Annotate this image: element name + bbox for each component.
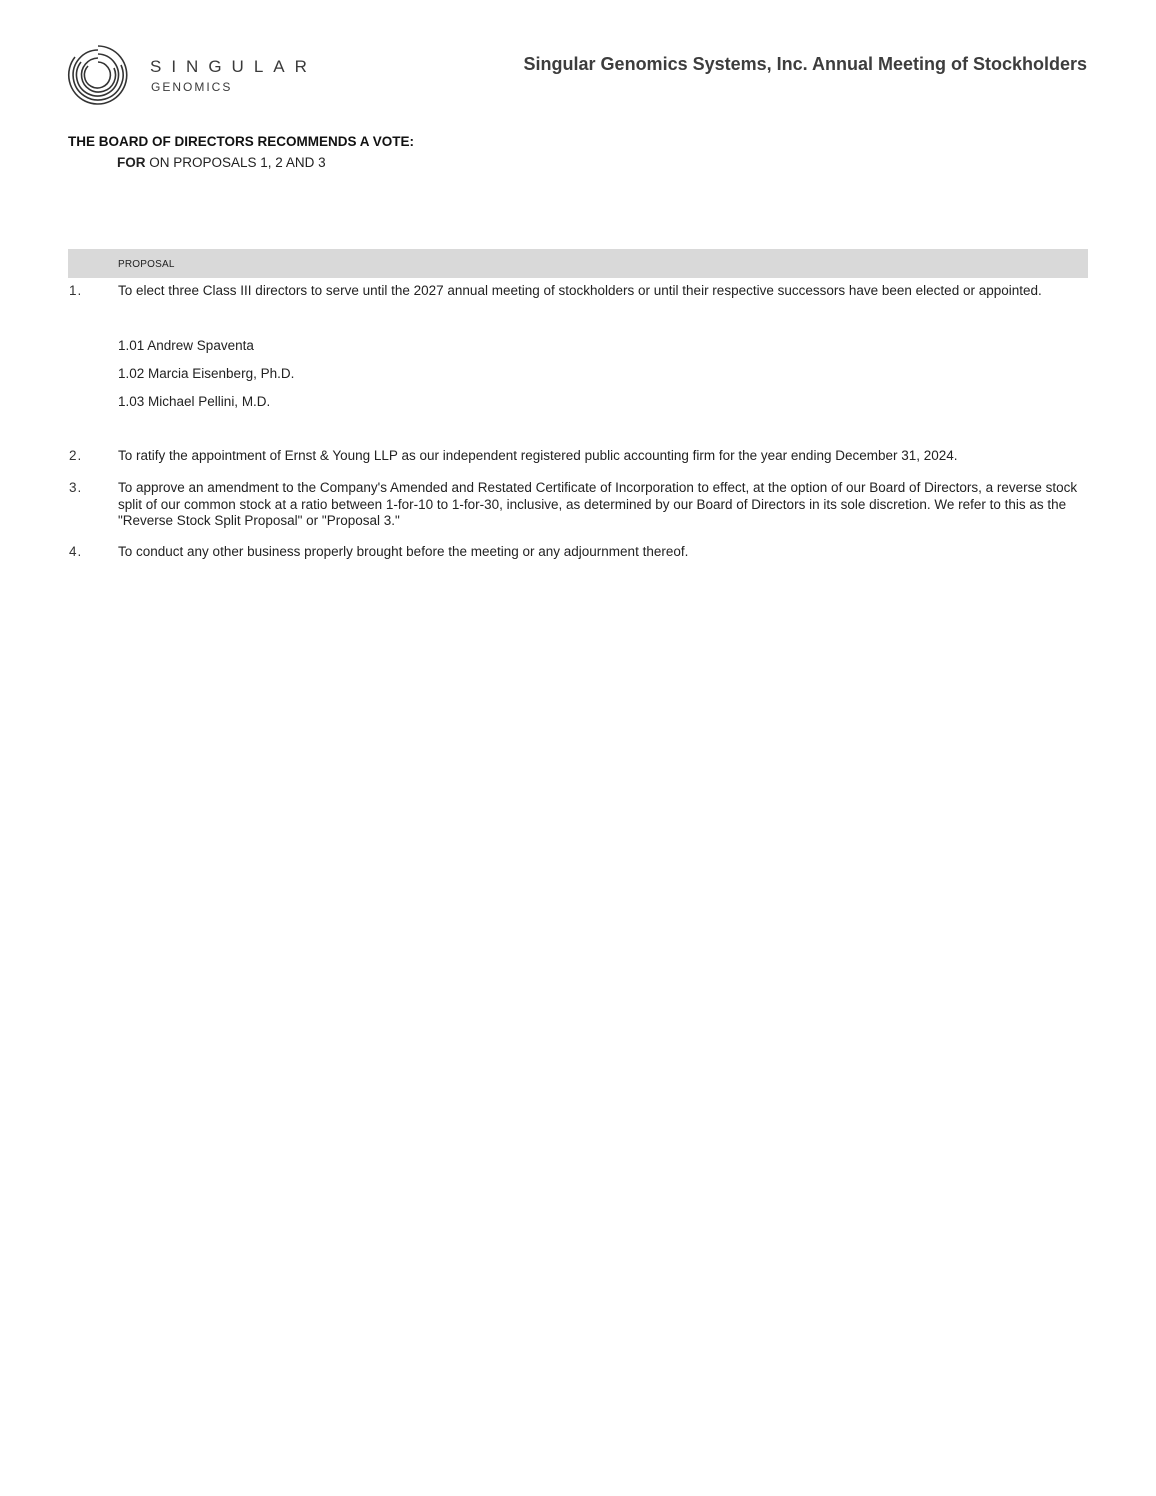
proposal-text: To conduct any other business properly brought before the meeting or any adjournment thereof. (118, 544, 689, 559)
proposal-table-header (68, 249, 1088, 278)
proposal-text: To elect three Class III directors to serve until the 2027 annual meeting of stockholders or until their respective successors have been elected or appointed. (118, 283, 1042, 298)
proposal-number: 4. (69, 544, 83, 559)
recommendation-heading: THE BOARD OF DIRECTORS RECOMMENDS A VOTE: (68, 134, 415, 149)
page-title: Singular Genomics Systems, Inc. Annual Meeting of Stockholders (523, 54, 1087, 74)
proposal-number: 1. (69, 283, 83, 298)
proposal-number: 2. (69, 448, 83, 463)
proposal-number: 3. (69, 480, 83, 495)
nominee-item: 1.03 Michael Pellini, M.D. (118, 394, 271, 409)
nominee-item: 1.02 Marcia Eisenberg, Ph.D. (118, 366, 295, 381)
proposal-column-header: PROPOSAL (118, 259, 175, 270)
recommendation-line (117, 155, 326, 170)
nominee-item: 1.01 Andrew Spaventa (118, 338, 254, 353)
logo-wordmark: SINGULAR (150, 57, 317, 76)
singular-genomics-logo-icon (67, 43, 129, 107)
proposal-text: To ratify the appointment of Ernst & Young LLP as our independent registered public accounting firm for the year ending December 31, 2024. (118, 448, 958, 463)
logo-subtitle: GENOMICS (151, 80, 233, 94)
proposal-text: To approve an amendment to the Company's Amended and Restated Certificate of Incorporation to effect, at the option of our Board of Directors, a reverse stock split of our common stock at a ratio between 1-for-10 to 1-for-30, inclusive, as determined by our Board of Directors in its sole discretion. We refer to this as the "Reverse Stock Split Proposal" or "Proposal 3." (118, 480, 1078, 528)
recommendation-for: FOR (117, 155, 146, 170)
recommendation-rest: ON PROPOSALS 1, 2 AND 3 (149, 155, 326, 170)
